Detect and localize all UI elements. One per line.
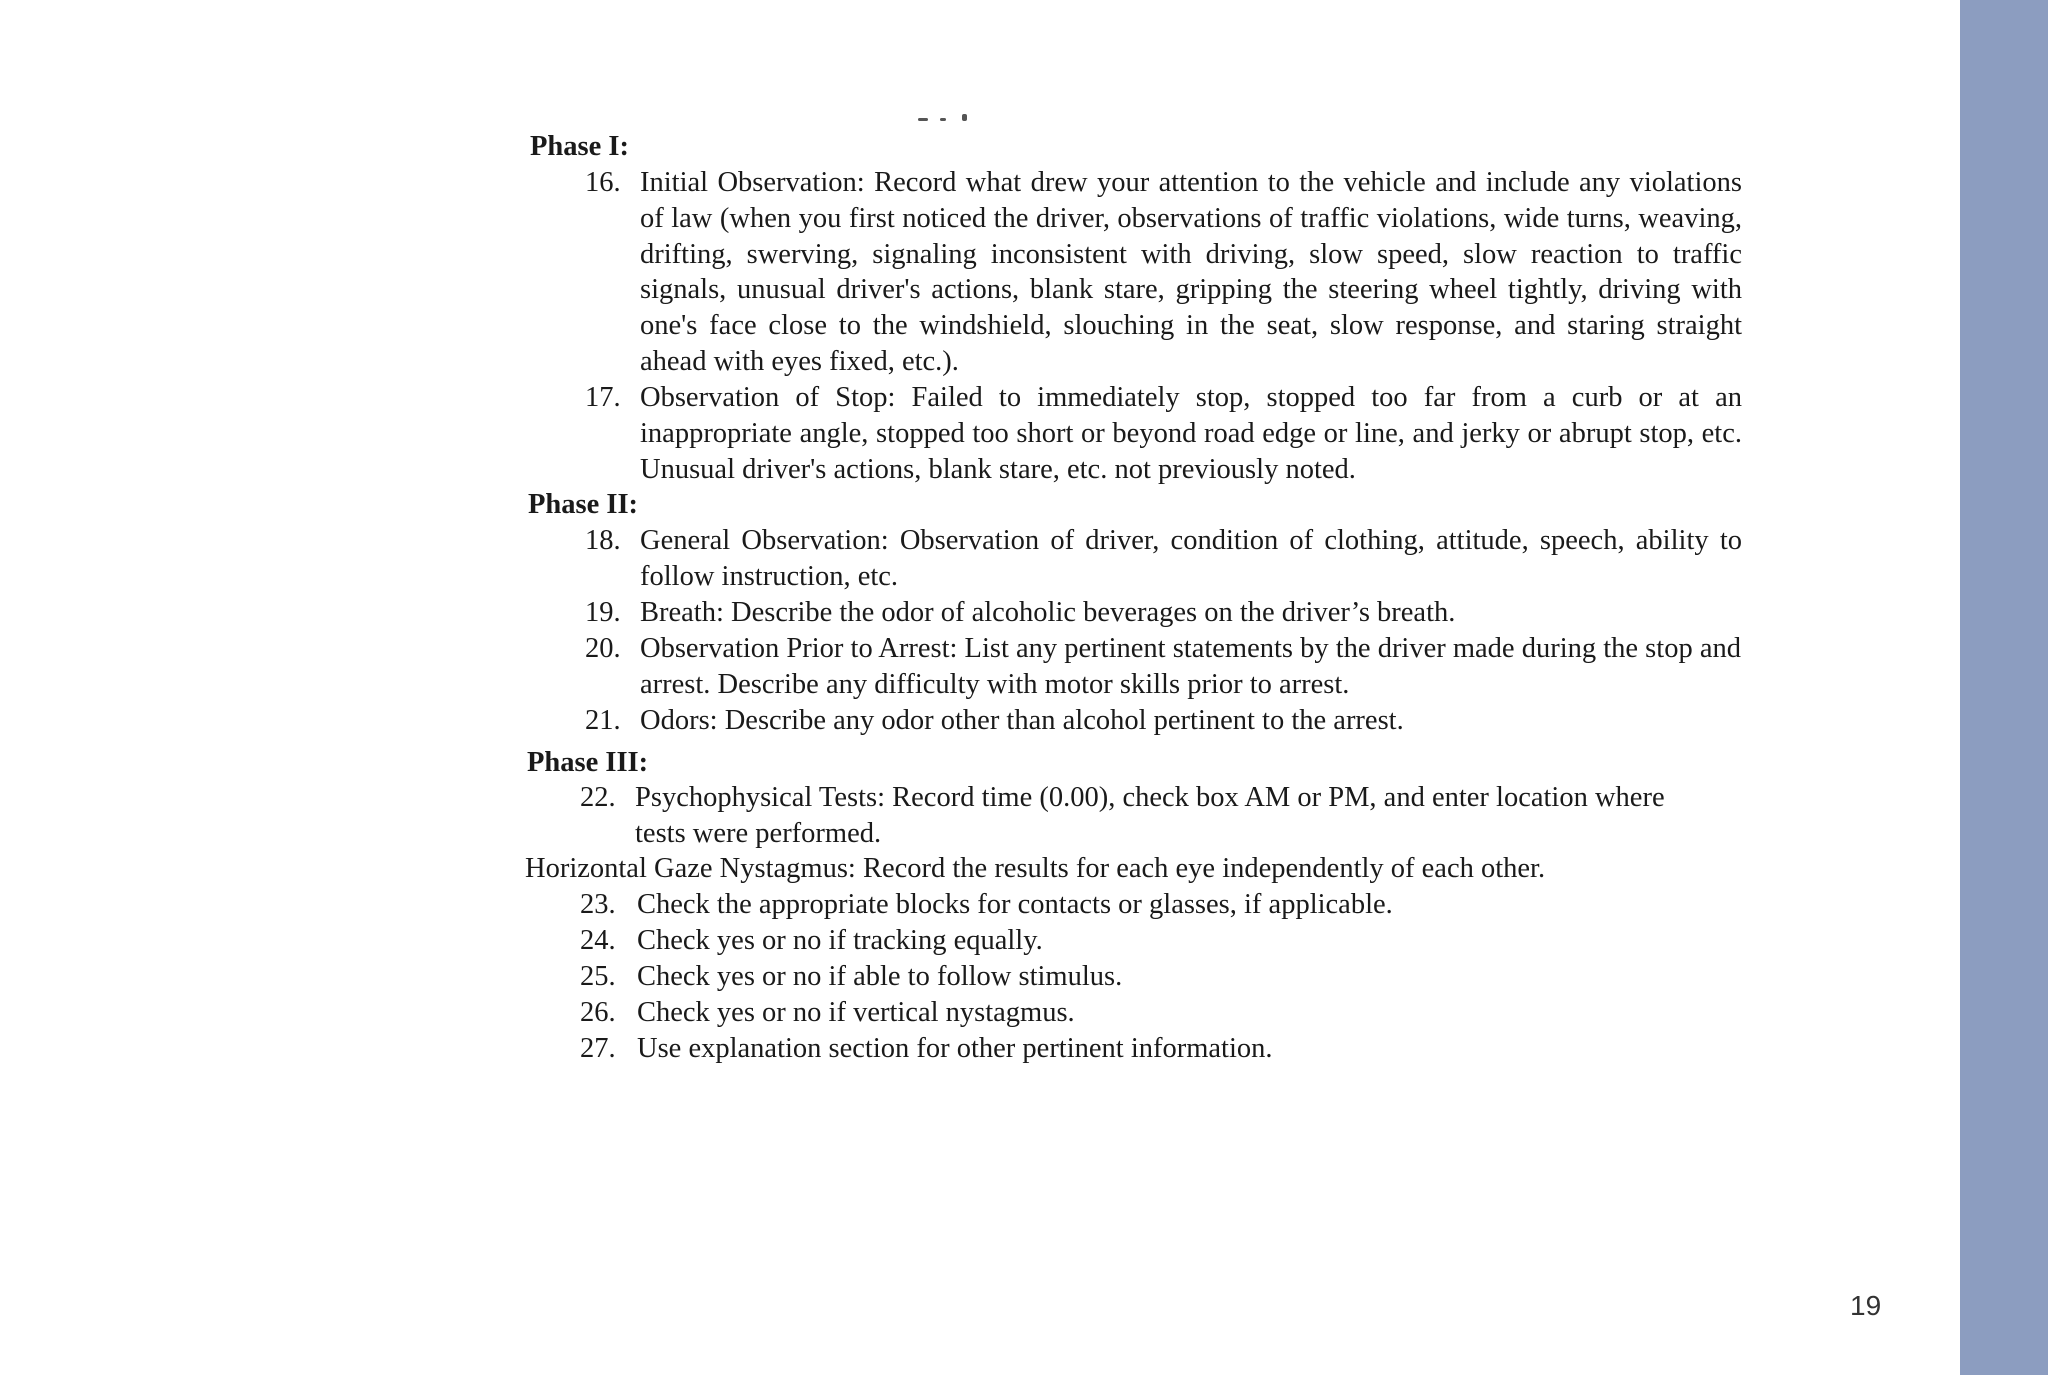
item-number: 25. xyxy=(580,961,616,992)
item-text: Odors: Describe any odor other than alcohol pertinent to the arrest. xyxy=(640,705,1404,736)
item-text: Check yes or no if able to follow stimulus. xyxy=(637,961,1123,992)
item-number: 21. xyxy=(585,705,621,736)
item-number: 19. xyxy=(585,597,621,628)
item-number: 16. xyxy=(585,167,621,198)
cropped-text-fragment xyxy=(900,108,995,122)
page-number: 19 xyxy=(1850,1290,1882,1321)
phase-1-heading: Phase I: xyxy=(530,131,629,162)
hgn-note: Horizontal Gaze Nystagmus: Record the results for each eye independently of each other. xyxy=(525,853,1546,884)
item-text: Check the appropriate blocks for contacts or glasses, if applicable. xyxy=(637,889,1393,920)
item-number: 26. xyxy=(580,997,616,1028)
item-text: Psychophysical Tests: Record time (0.00), check box AM or PM, and enter location where tests were performed. xyxy=(635,782,1665,849)
phase-2-heading: Phase II: xyxy=(528,489,639,520)
item-number: 18. xyxy=(585,525,621,556)
decorative-side-bar xyxy=(1960,0,2048,1375)
item-text: General Observation: Observation of driver, condition of clothing, attitude, speech, ability to follow instruction, etc. xyxy=(640,525,1742,592)
item-text: Check yes or no if vertical nystagmus. xyxy=(637,997,1075,1028)
phase-3-heading: Phase III: xyxy=(527,747,649,778)
item-text: Check yes or no if tracking equally. xyxy=(637,925,1043,956)
item-number: 24. xyxy=(580,925,616,956)
item-text: Breath: Describe the odor of alcoholic beverages on the driver’s breath. xyxy=(640,597,1456,628)
item-text: Observation of Stop: Failed to immediately stop, stopped too far from a curb or at an inappropriate angle, stopped too short or beyond road edge or line, and jerky or abrupt stop, etc. Unusual driver's actions, blank stare, etc. not previously noted. xyxy=(640,382,1742,485)
item-number: 23. xyxy=(580,889,616,920)
item-number: 20. xyxy=(585,633,621,664)
item-number: 22. xyxy=(580,782,616,813)
item-number: 17. xyxy=(585,382,621,413)
item-text: Observation Prior to Arrest: List any pertinent statements by the driver made during the stop and arrest. Describe any difficulty with motor skills prior to arrest. xyxy=(640,633,1741,700)
item-text: Use explanation section for other pertinent information. xyxy=(637,1033,1273,1064)
item-number: 27. xyxy=(580,1033,616,1064)
item-text: Initial Observation: Record what drew your attention to the vehicle and include any violations of law (when you first noticed the driver, observations of traffic violations, wide turns, weaving, drifting, swerving, signaling inconsistent with driving, slow speed, slow reaction to traffic signals, unusual driver's actions, blank stare, gripping the steering wheel tightly, driving with one's face close to the windshield, slouching in the seat, slow response, and staring straight ahead with eyes fixed, etc.). xyxy=(640,167,1742,377)
